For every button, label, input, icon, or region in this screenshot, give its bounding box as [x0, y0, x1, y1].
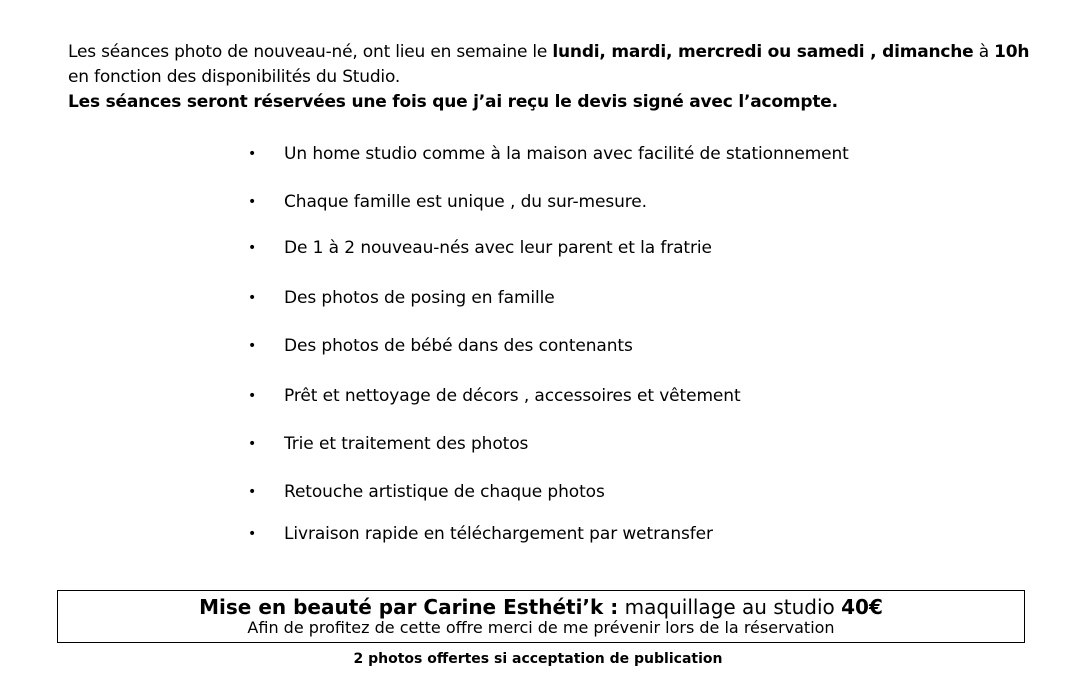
list-item — [248, 191, 647, 213]
bullet-icon: • — [248, 436, 257, 452]
bullet-icon: • — [248, 526, 257, 542]
list-item — [248, 237, 712, 259]
publication-offer-note: 2 photos offertes si acceptation de publication — [353, 651, 723, 667]
bullet-icon: • — [248, 290, 257, 306]
list-item-text: Trie et traitement des photos — [284, 434, 529, 454]
intro-line-availability: en fonction des disponibilités du Studio. — [68, 67, 401, 87]
list-item — [248, 385, 741, 407]
bullet-icon: • — [248, 240, 257, 256]
session-time: 10h — [994, 42, 1030, 62]
bullet-icon: • — [248, 388, 257, 404]
makeup-offer-box — [57, 590, 1025, 643]
intro-text: Les séances photo de nouveau-né, ont lieu en semaine le — [68, 42, 553, 62]
list-item-text: Livraison rapide en téléchargement par wetransfer — [284, 524, 713, 544]
offer-price: 40€ — [841, 595, 883, 619]
list-item — [248, 335, 633, 357]
bullet-icon: • — [248, 338, 257, 354]
booking-condition: Les séances seront réservées une fois que j’ai reçu le devis signé avec l’acompte. — [68, 92, 838, 112]
list-item — [248, 481, 605, 503]
list-item-text: De 1 à 2 nouveau-nés avec leur parent et la fratrie — [284, 238, 712, 258]
list-item-text: Un home studio comme à la maison avec facilité de stationnement — [284, 144, 849, 164]
bullet-icon: • — [248, 484, 257, 500]
intro-connector: à — [973, 42, 995, 62]
list-item-text: Chaque famille est unique , du sur-mesure. — [284, 192, 647, 212]
list-item — [248, 433, 528, 455]
bullet-icon: • — [248, 194, 257, 210]
offer-title — [58, 594, 1024, 620]
list-item-text: Retouche artistique de chaque photos — [284, 482, 605, 502]
offer-note: Afin de profitez de cette offre merci de me prévenir lors de la réservation — [247, 618, 835, 637]
list-item — [248, 287, 555, 309]
offer-service: maquillage au studio — [618, 595, 842, 619]
list-item — [248, 143, 849, 165]
list-item-text: Des photos de posing en famille — [284, 288, 555, 308]
list-item — [248, 523, 713, 545]
offer-provider: Mise en beauté par Carine Esthéti’k : — [199, 595, 619, 619]
session-days: lundi, mardi, mercredi ou samedi , dimanche — [552, 42, 974, 62]
list-item-text: Des photos de bébé dans des contenants — [284, 336, 633, 356]
list-item-text: Prêt et nettoyage de décors , accessoires et vêtement — [284, 386, 741, 406]
bullet-icon: • — [248, 146, 257, 162]
